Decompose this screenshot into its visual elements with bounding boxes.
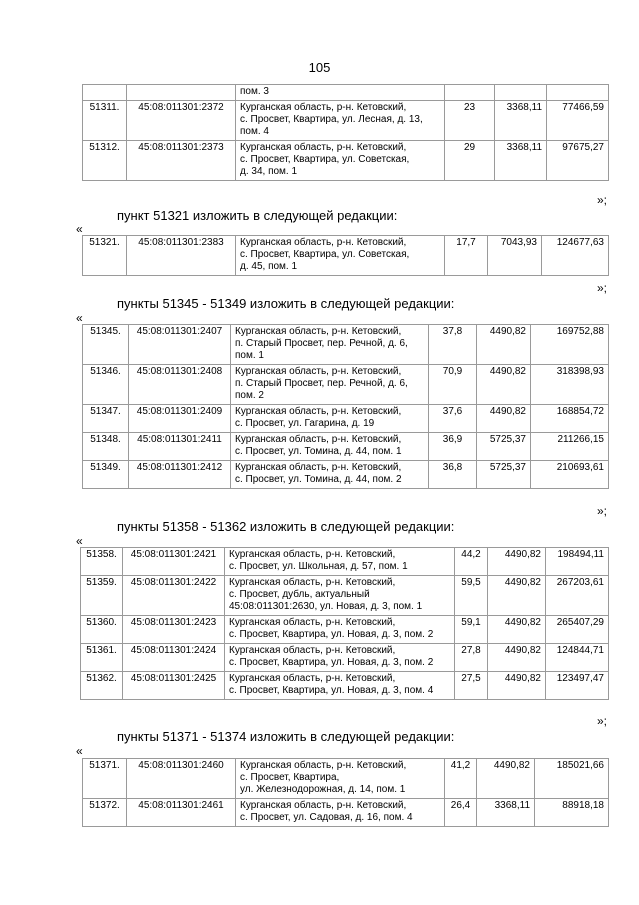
rate-value: 4490,82 [477, 405, 531, 433]
row-number: 51321. [83, 236, 127, 276]
area-value: 29 [445, 141, 495, 181]
table-row [81, 576, 609, 616]
table-row [83, 141, 609, 181]
num-cell [83, 85, 127, 101]
total-value: 77466,59 [547, 101, 609, 141]
cadastral-number: 45:08:011301:2373 [127, 141, 236, 181]
closing-quote: »; [596, 281, 607, 295]
row-number: 51371. [83, 759, 127, 799]
rate-value: 3368,11 [495, 101, 547, 141]
address-cell [225, 616, 455, 644]
total-value: 211266,15 [531, 433, 609, 461]
address-line: с. Просвет, ул. Садовая, д. 16, пом. 4 [240, 812, 413, 823]
page-number: 105 [308, 60, 331, 75]
address-line: Курганская область, р-н. Кетовский, [235, 434, 402, 445]
total-value: 210693,61 [531, 461, 609, 489]
row-number: 51349. [83, 461, 129, 489]
address-line: с. Просвет, Квартира, ул. Новая, д. 3, пом. 2 [229, 629, 434, 640]
address-line: Курганская область, р-н. Кетовский, [240, 800, 407, 811]
address-line: Курганская область, р-н. Кетовский, [240, 237, 407, 248]
total-value: 123497,47 [546, 672, 609, 700]
address-line: с. Просвет, Квартира, ул. Лесная, д. 13, [240, 114, 423, 125]
table-row [83, 325, 609, 365]
area-value: 26,4 [445, 799, 477, 827]
address-line: д. 45, пом. 1 [240, 261, 298, 272]
address-line: 45:08:011301:2630, ул. Новая, д. 3, пом. 1 [229, 601, 423, 612]
address-line: с. Просвет, ул. Томина, д. 44, пом. 2 [235, 474, 402, 485]
table-row [81, 616, 609, 644]
address-line: Курганская область, р-н. Кетовский, [229, 617, 396, 628]
address-line: Курганская область, р-н. Кетовский, [240, 102, 407, 113]
address-line: пом. 3 [240, 86, 269, 97]
cadastral-number: 45:08:011301:2422 [123, 576, 225, 616]
table-row [83, 461, 609, 489]
address-line: с. Просвет, ул. Школьная, д. 57, пом. 1 [229, 561, 408, 572]
table-row [83, 405, 609, 433]
address-line: п. Старый Просвет, пер. Речной, д. 6, [235, 378, 408, 389]
table-4 [80, 547, 609, 700]
table-row [81, 672, 609, 700]
total-value: 185021,66 [535, 759, 609, 799]
address-line: с. Просвет, Квартира, ул. Новая, д. 3, пом. 4 [229, 685, 434, 696]
rate-value: 4490,82 [477, 325, 531, 365]
area-value: 27,8 [455, 644, 488, 672]
address-line: пом. 1 [235, 350, 264, 361]
address-cell [231, 461, 429, 489]
total-value: 169752,88 [531, 325, 609, 365]
cadastral-number: 45:08:011301:2407 [129, 325, 231, 365]
area-value: 23 [445, 101, 495, 141]
total-cell [547, 85, 609, 101]
rate-value: 4490,82 [477, 365, 531, 405]
address-cell [231, 433, 429, 461]
address-cell [225, 672, 455, 700]
row-number: 51348. [83, 433, 129, 461]
rate-value: 5725,37 [477, 433, 531, 461]
rate-value: 4490,82 [488, 548, 546, 576]
cadastral-number: 45:08:011301:2411 [129, 433, 231, 461]
address-line: Курганская область, р-н. Кетовский, [240, 760, 407, 771]
address-cell [236, 101, 445, 141]
cadastral-number: 45:08:011301:2423 [123, 616, 225, 644]
rate-value: 4490,82 [488, 644, 546, 672]
total-value: 318398,93 [531, 365, 609, 405]
opening-quote: « [76, 311, 83, 325]
table-row [81, 644, 609, 672]
address-line: Курганская область, р-н. Кетовский, [240, 142, 407, 153]
area-cell [445, 85, 495, 101]
row-number: 51312. [83, 141, 127, 181]
address-line: с. Просвет, Квартира, ул. Советская, [240, 154, 410, 165]
total-value: 267203,61 [546, 576, 609, 616]
address-line: д. 34, пом. 1 [240, 166, 298, 177]
table-row [83, 85, 609, 101]
address-line: Курганская область, р-н. Кетовский, [229, 577, 396, 588]
cadastral-number: 45:08:011301:2383 [127, 236, 236, 276]
address-line: ул. Железнодорожная, д. 14, пом. 1 [240, 784, 406, 795]
address-line: с. Просвет, Квартира, ул. Советская, [240, 249, 410, 260]
cadastral-number: 45:08:011301:2409 [129, 405, 231, 433]
table-2 [82, 235, 609, 276]
cadastral-number: 45:08:011301:2412 [129, 461, 231, 489]
row-number: 51372. [83, 799, 127, 827]
closing-quote: »; [596, 193, 607, 207]
rate-value: 3368,11 [495, 141, 547, 181]
address-line: Курганская область, р-н. Кетовский, [235, 366, 402, 377]
address-line: пом. 4 [240, 126, 269, 137]
address-cell [236, 85, 445, 101]
rate-cell [495, 85, 547, 101]
cadastral-number: 45:08:011301:2424 [123, 644, 225, 672]
address-line: пом. 2 [235, 390, 264, 401]
table-row [83, 236, 609, 276]
address-cell [225, 548, 455, 576]
address-cell [236, 759, 445, 799]
section-heading: пункты 51371 - 51374 изложить в следующей редакции: [117, 729, 455, 744]
total-value: 124677,63 [542, 236, 609, 276]
rate-value: 5725,37 [477, 461, 531, 489]
rate-value: 4490,82 [488, 672, 546, 700]
table-5 [82, 758, 609, 827]
rate-value: 4490,82 [488, 576, 546, 616]
address-cell [225, 576, 455, 616]
cadastral-number: 45:08:011301:2372 [127, 101, 236, 141]
area-value: 37,8 [429, 325, 477, 365]
row-number: 51358. [81, 548, 123, 576]
table-row [83, 759, 609, 799]
table-row [83, 433, 609, 461]
row-number: 51347. [83, 405, 129, 433]
address-cell [236, 236, 445, 276]
closing-quote: »; [596, 714, 607, 728]
address-line: с. Просвет, Квартира, ул. Новая, д. 3, пом. 2 [229, 657, 434, 668]
area-value: 70,9 [429, 365, 477, 405]
area-value: 36,8 [429, 461, 477, 489]
total-value: 124844,71 [546, 644, 609, 672]
total-value: 97675,27 [547, 141, 609, 181]
cadastral-number: 45:08:011301:2460 [127, 759, 236, 799]
area-value: 27,5 [455, 672, 488, 700]
address-line: Курганская область, р-н. Кетовский, [235, 406, 402, 417]
address-line: Курганская область, р-н. Кетовский, [235, 326, 402, 337]
address-line: Курганская область, р-н. Кетовский, [229, 673, 396, 684]
address-line: Курганская область, р-н. Кетовский, [229, 645, 396, 656]
table-row [83, 365, 609, 405]
total-value: 198494,11 [546, 548, 609, 576]
table-1 [82, 84, 609, 181]
table-row [83, 799, 609, 827]
closing-quote: »; [596, 504, 607, 518]
cadastral-number: 45:08:011301:2425 [123, 672, 225, 700]
area-value: 36,9 [429, 433, 477, 461]
row-number: 51311. [83, 101, 127, 141]
rate-value: 4490,82 [477, 759, 535, 799]
address-line: с. Просвет, Квартира, [240, 772, 340, 783]
area-value: 17,7 [445, 236, 488, 276]
area-value: 37,6 [429, 405, 477, 433]
cadastral-number: 45:08:011301:2461 [127, 799, 236, 827]
row-number: 51360. [81, 616, 123, 644]
total-value: 168854,72 [531, 405, 609, 433]
address-cell [225, 644, 455, 672]
table-3 [82, 324, 609, 489]
address-cell [231, 365, 429, 405]
address-cell [236, 799, 445, 827]
section-heading: пункт 51321 изложить в следующей редакции: [117, 208, 398, 223]
row-number: 51346. [83, 365, 129, 405]
address-line: с. Просвет, ул. Томина, д. 44, пом. 1 [235, 446, 402, 457]
address-line: с. Просвет, дубль, актуальный [229, 589, 370, 600]
row-number: 51359. [81, 576, 123, 616]
total-value: 88918,18 [535, 799, 609, 827]
address-cell [236, 141, 445, 181]
area-value: 59,1 [455, 616, 488, 644]
opening-quote: « [76, 744, 83, 758]
row-number: 51361. [81, 644, 123, 672]
row-number: 51345. [83, 325, 129, 365]
rate-value: 7043,93 [488, 236, 542, 276]
table-row [83, 101, 609, 141]
rate-value: 4490,82 [488, 616, 546, 644]
table-row [81, 548, 609, 576]
opening-quote: « [76, 222, 83, 236]
area-value: 41,2 [445, 759, 477, 799]
section-heading: пункты 51345 - 51349 изложить в следующей редакции: [117, 296, 455, 311]
cadastral-number: 45:08:011301:2408 [129, 365, 231, 405]
address-line: п. Старый Просвет, пер. Речной, д. 6, [235, 338, 408, 349]
area-value: 59,5 [455, 576, 488, 616]
address-cell [231, 325, 429, 365]
total-value: 265407,29 [546, 616, 609, 644]
rate-value: 3368,11 [477, 799, 535, 827]
address-line: с. Просвет, ул. Гагарина, д. 19 [235, 418, 375, 429]
address-line: Курганская область, р-н. Кетовский, [229, 549, 396, 560]
cadastral-cell [127, 85, 236, 101]
row-number: 51362. [81, 672, 123, 700]
cadastral-number: 45:08:011301:2421 [123, 548, 225, 576]
area-value: 44,2 [455, 548, 488, 576]
address-cell [231, 405, 429, 433]
opening-quote: « [76, 534, 83, 548]
address-line: Курганская область, р-н. Кетовский, [235, 462, 402, 473]
section-heading: пункты 51358 - 51362 изложить в следующей редакции: [117, 519, 455, 534]
